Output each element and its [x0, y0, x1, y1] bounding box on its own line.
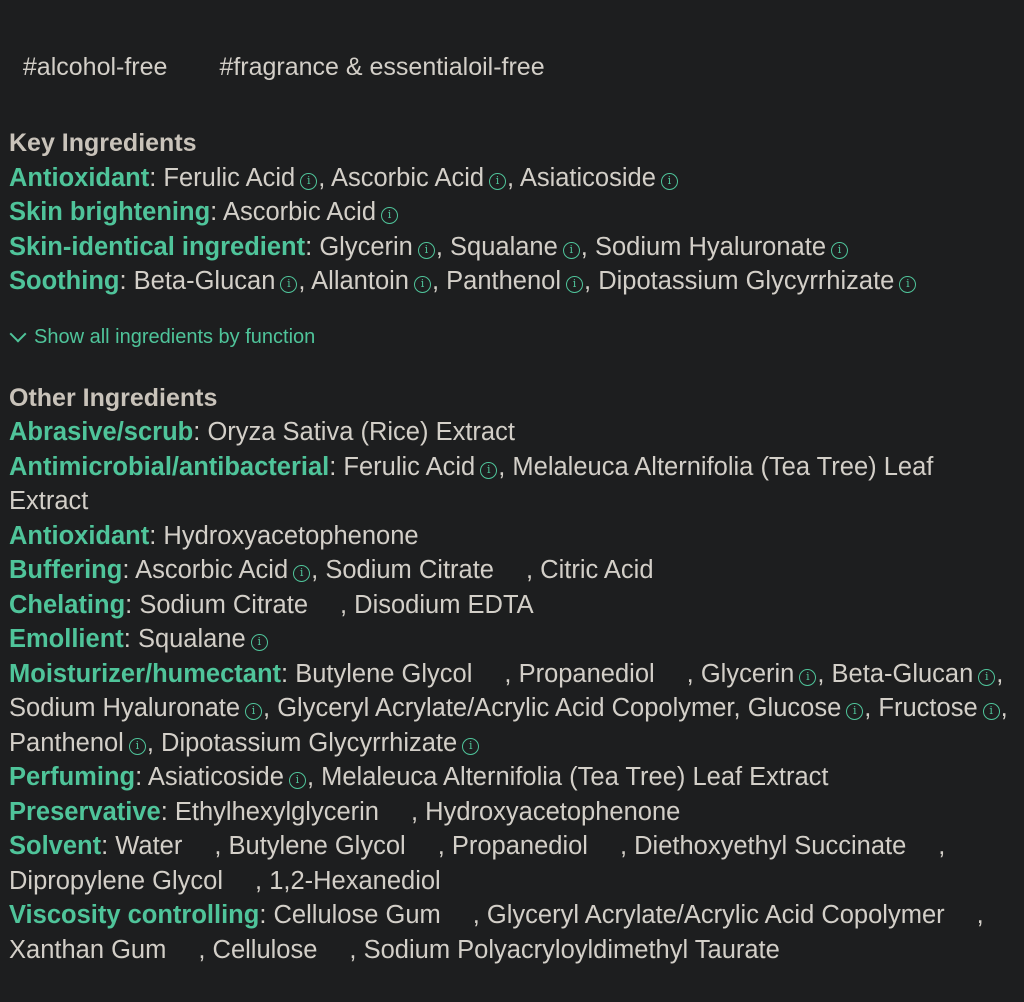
- info-icon[interactable]: i: [251, 634, 268, 651]
- function-label[interactable]: Antioxidant: [9, 521, 150, 550]
- ingredient-link[interactable]: Glucose: [747, 694, 842, 722]
- ingredient-link[interactable]: Dipotassium Glycyrrhizate: [598, 267, 895, 295]
- info-icon[interactable]: i: [661, 173, 678, 190]
- separator: ,: [311, 556, 326, 584]
- ingredient-function-row: [9, 415, 1015, 450]
- ingredient-function-row: [9, 553, 1015, 588]
- info-icon[interactable]: i: [245, 703, 262, 720]
- info-icon[interactable]: i: [289, 772, 306, 789]
- separator: ,: [619, 832, 635, 860]
- ingredient-link[interactable]: Oryza Sativa (Rice) Extract: [207, 418, 515, 446]
- ingredient-link[interactable]: Propanediol: [451, 832, 588, 860]
- ingredient-link[interactable]: Ethylhexylglycerin: [174, 797, 379, 826]
- show-all-ingredients-link[interactable]: [9, 323, 315, 351]
- separator: ,: [318, 163, 331, 192]
- ingredient-link[interactable]: Panthenol: [446, 267, 562, 295]
- function-colon: :: [101, 832, 116, 860]
- ingredient-link[interactable]: Squalane: [450, 232, 558, 261]
- info-icon[interactable]: i: [978, 669, 995, 686]
- function-colon: :: [122, 556, 136, 584]
- separator: ,: [584, 267, 599, 295]
- info-icon[interactable]: i: [563, 242, 580, 259]
- separator: ,: [525, 556, 541, 584]
- function-label[interactable]: Skin brightening: [9, 198, 211, 226]
- ingredient-link[interactable]: Ascorbic Acid: [330, 163, 485, 192]
- function-label[interactable]: Chelating: [9, 590, 126, 619]
- separator: ,: [198, 935, 213, 964]
- ingredient-function-row: [9, 450, 1015, 519]
- separator: ,: [340, 590, 355, 619]
- function-label[interactable]: Skin-identical ingredient: [9, 232, 306, 261]
- separator: ,: [431, 267, 447, 295]
- info-icon[interactable]: i: [480, 462, 497, 479]
- ingredient-link[interactable]: Sodium Hyaluronate: [594, 232, 826, 261]
- separator: ,: [733, 694, 748, 722]
- show-all-label: Show all ingredients by function: [34, 325, 316, 348]
- info-icon[interactable]: i: [414, 276, 431, 293]
- ingredient-link[interactable]: Fructose: [878, 694, 978, 722]
- info-icon[interactable]: i: [381, 207, 398, 224]
- ingredient-link[interactable]: Sodium Citrate: [325, 556, 494, 584]
- ingredient-function-row: [9, 230, 1015, 265]
- ingredient-link[interactable]: 1,2-Hexanediol: [269, 866, 441, 895]
- function-label[interactable]: Antimicrobial/antibacterial: [9, 452, 330, 481]
- chevron-down-icon: [10, 325, 27, 342]
- ingredient-link[interactable]: Diethoxyethyl Succinate: [634, 832, 907, 860]
- function-label[interactable]: Emollient: [9, 625, 124, 653]
- separator: ,: [504, 659, 519, 688]
- function-label[interactable]: Soothing: [9, 267, 120, 295]
- separator: ,: [580, 232, 595, 261]
- info-icon[interactable]: i: [280, 276, 297, 293]
- ingredient-link[interactable]: Xanthan Gum: [9, 935, 167, 964]
- ingredient-link[interactable]: Melaleuca Alternifolia (Tea Tree) Leaf Extract: [9, 452, 934, 515]
- ingredient-function-row: [9, 829, 1015, 898]
- separator: ,: [306, 763, 322, 791]
- ingredient-link[interactable]: Citric Acid: [540, 556, 654, 584]
- separator: ,: [686, 659, 701, 688]
- tag-list: [9, 4, 1015, 88]
- function-colon: :: [259, 901, 274, 929]
- separator: ,: [507, 163, 520, 192]
- other-ingredients-title: Other Ingredients: [9, 383, 218, 412]
- function-label[interactable]: Abrasive/scrub: [9, 418, 194, 446]
- ingredient-link[interactable]: Cellulose: [212, 935, 318, 964]
- ingredient-link[interactable]: Butylene Glycol: [295, 659, 473, 688]
- separator: ,: [976, 901, 984, 929]
- info-icon[interactable]: i: [899, 276, 916, 293]
- function-label[interactable]: Perfuming: [9, 763, 136, 791]
- ingredient-link[interactable]: Glycerin: [319, 232, 413, 261]
- ingredient-function-row: [9, 657, 1015, 761]
- info-icon[interactable]: i: [799, 669, 816, 686]
- ingredient-link[interactable]: Asiaticoside: [147, 763, 284, 791]
- ingredient-link[interactable]: Hydroxyacetophenone: [163, 521, 419, 550]
- function-label[interactable]: Viscosity controlling: [9, 901, 260, 929]
- separator: ,: [263, 694, 278, 722]
- ingredient-link[interactable]: Allantoin: [311, 267, 409, 295]
- separator: ,: [498, 452, 513, 481]
- function-colon: :: [149, 163, 164, 192]
- ingredient-link[interactable]: Ferulic Acid: [163, 163, 296, 192]
- ingredient-function-row: [9, 195, 1015, 230]
- info-icon[interactable]: i: [129, 738, 146, 755]
- separator: ,: [349, 935, 364, 964]
- function-label[interactable]: Moisturizer/humectant: [9, 659, 282, 688]
- separator: ,: [996, 659, 1004, 688]
- tag-fragrance-free[interactable]: #fragrance & essentialoil-free: [219, 53, 545, 81]
- function-colon: :: [281, 659, 296, 688]
- ingredient-link[interactable]: Dipotassium Glycyrrhizate: [161, 728, 458, 757]
- function-colon: :: [193, 418, 208, 446]
- function-label[interactable]: Solvent: [9, 832, 102, 860]
- separator: ,: [255, 866, 270, 895]
- info-icon[interactable]: i: [831, 242, 848, 259]
- separator: ,: [817, 659, 832, 688]
- ingredient-link[interactable]: Glycerin: [700, 659, 795, 688]
- ingredient-link[interactable]: Hydroxyacetophenone: [425, 797, 681, 826]
- ingredient-link[interactable]: Beta-Glucan: [831, 659, 974, 688]
- ingredient-link[interactable]: Disodium EDTA: [354, 590, 534, 619]
- info-icon[interactable]: i: [983, 703, 1000, 720]
- ingredient-function-row: [9, 898, 1015, 967]
- info-icon[interactable]: i: [566, 276, 583, 293]
- ingredient-link[interactable]: Ferulic Acid: [343, 452, 476, 481]
- function-colon: :: [210, 198, 223, 226]
- function-colon: :: [149, 521, 164, 550]
- ingredient-link[interactable]: Butylene Glycol: [228, 832, 406, 860]
- ingredient-link[interactable]: Sodium Citrate: [139, 590, 308, 619]
- ingredient-link[interactable]: Glyceryl Acrylate/Acrylic Acid Copolymer: [277, 694, 734, 722]
- tag-alcohol-free[interactable]: #alcohol-free: [22, 53, 168, 81]
- ingredient-function-row: [9, 161, 1015, 196]
- ingredient-link[interactable]: Melaleuca Alternifolia (Tea Tree) Leaf Extract: [321, 763, 829, 791]
- ingredient-link[interactable]: Squalane: [137, 625, 246, 653]
- separator: ,: [938, 832, 946, 860]
- function-colon: :: [135, 763, 148, 791]
- key-ingredients-list: [9, 161, 1015, 299]
- ingredient-function-row: [9, 622, 1015, 657]
- separator: ,: [437, 832, 452, 860]
- ingredient-link[interactable]: Ascorbic Acid: [222, 198, 376, 226]
- ingredient-link[interactable]: Sodium Polyacryloyldimethyl Taurate: [363, 935, 780, 964]
- info-icon[interactable]: i: [300, 173, 317, 190]
- ingredient-link[interactable]: Dipropylene Glycol: [9, 866, 224, 895]
- info-icon[interactable]: i: [293, 565, 310, 582]
- ingredient-link[interactable]: Water: [115, 832, 183, 860]
- ingredient-function-row: [9, 760, 1015, 795]
- ingredient-function-row: [9, 588, 1015, 623]
- ingredient-link[interactable]: Sodium Hyaluronate: [9, 694, 241, 722]
- function-label[interactable]: Antioxidant: [9, 163, 150, 192]
- function-colon: :: [125, 590, 140, 619]
- ingredient-link[interactable]: Beta-Glucan: [133, 267, 276, 295]
- separator: ,: [298, 267, 312, 295]
- separator: ,: [472, 901, 487, 929]
- separator: ,: [435, 232, 451, 261]
- separator: ,: [864, 694, 879, 722]
- ingredient-link[interactable]: Propanediol: [518, 659, 655, 688]
- ingredient-function-row: [9, 795, 1015, 830]
- function-colon: :: [123, 625, 138, 653]
- info-icon[interactable]: i: [418, 242, 435, 259]
- info-icon[interactable]: i: [489, 173, 506, 190]
- function-colon: :: [329, 452, 344, 481]
- function-label[interactable]: Preservative: [9, 797, 161, 826]
- function-colon: :: [160, 797, 175, 826]
- function-label[interactable]: Buffering: [9, 556, 123, 584]
- ingredient-link[interactable]: Glyceryl Acrylate/Acrylic Acid Copolymer: [486, 901, 945, 929]
- info-icon[interactable]: i: [846, 703, 863, 720]
- ingredient-link[interactable]: Ascorbic Acid: [135, 556, 289, 584]
- ingredient-function-row: [9, 264, 1015, 299]
- separator: ,: [410, 797, 426, 826]
- other-ingredients-list: [9, 415, 1015, 967]
- key-ingredients-title: Key Ingredients: [9, 129, 197, 157]
- ingredient-link[interactable]: Cellulose Gum: [273, 901, 441, 929]
- separator: ,: [214, 832, 229, 860]
- function-colon: :: [305, 232, 320, 261]
- ingredient-link[interactable]: Asiaticoside: [519, 163, 656, 192]
- separator: ,: [1000, 694, 1008, 722]
- function-colon: :: [119, 267, 134, 295]
- info-icon[interactable]: i: [462, 738, 479, 755]
- separator: ,: [146, 728, 162, 757]
- ingredient-function-row: [9, 519, 1015, 554]
- ingredient-link[interactable]: Panthenol: [9, 728, 124, 757]
